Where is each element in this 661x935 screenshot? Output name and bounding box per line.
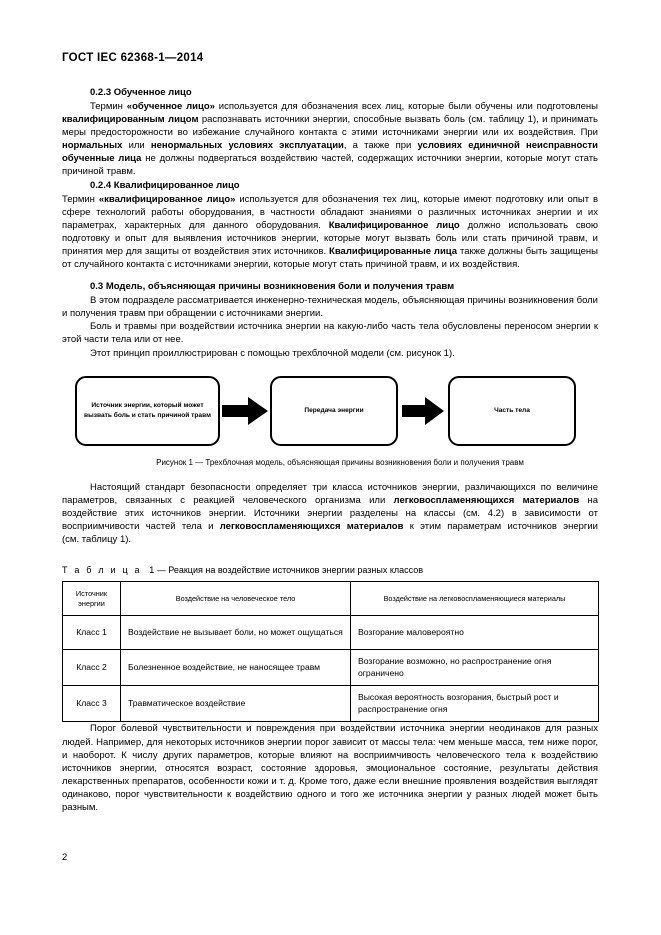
paragraph-pain-threshold: Порог болевой чувствительности и повреждения при воздействии источника энергии неодинаков для разных людей. Например, для некоторых источников энергии порог зависит от массы тела: чем меньше масса, тем ниже порог, и наоборот. К числу других параметров, которые влияют на восприимчивость человеческого тела к воздействию источников энергии, относятся возраст, состояние здоровья, эмоциональное состояние, результаты действия лекарственных препаратов, особенности кожи и т. д. Кроме того, даже если внешние проявления воздействия выглядят одинаково, порог чувствительности к воздействию одного и того же источника энергии у разных людей может быть разным. <box>62 723 598 813</box>
table-header-material-effect: Воздействие на легковоспламеняющиеся материалы <box>351 582 599 616</box>
table-cell-body-effect: Травматическое воздействие <box>121 686 351 722</box>
table-1 <box>62 581 599 722</box>
table-cell-class: Класс 2 <box>63 650 121 686</box>
document-header: ГОСТ IEC 62368-1—2014 <box>62 52 204 64</box>
table-cell-class: Класс 3 <box>63 686 121 722</box>
table-1-body <box>63 616 599 722</box>
table-row <box>63 616 599 650</box>
diagram-box-body-part <box>448 376 576 446</box>
arrow-right-icon-2 <box>398 396 448 426</box>
page-content <box>62 52 598 814</box>
figure-1-caption: Рисунок 1 — Трехблочная модель, объясняющая причины возникновения боли и получения травм <box>156 457 524 467</box>
table-cell-material-effect: Высокая вероятность возгорания, быстрый рост и распространение огня <box>351 686 599 722</box>
table-row <box>63 650 599 686</box>
diagram-box-energy-transfer <box>270 376 398 446</box>
paragraph-0-2-4: Термин «квалифицированное лицо» используется для обозначения тех лиц, которые имеют подготовку или опыт в сфере технологий работы оборудования, в частности обладают знаниями о различных источниках энергии и их параметрах, характерных для данного оборудования. Квалифицированное лицо должно использовать свою подготовку и опыт для выявления источников энергии, которые могут вызвать боль или стать причиной травм, и принятия мер для защиты от воздействия этих источников. Квалифицированные лица также должны быть защищены от случайного контакта с источниками энергии, которые могут стать причиной травм, и их воздействия. <box>62 193 599 271</box>
table-cell-material-effect: Возгорание возможно, но распространение огня ограничено <box>351 650 599 686</box>
table-row <box>63 686 599 722</box>
table-header-source: Источник энергии <box>63 582 121 616</box>
heading-0-3: 0.3 Модель, объясняющая причины возникновения боли и получения травм <box>90 281 455 293</box>
table-header-row <box>63 582 599 616</box>
table-cell-class: Класс 1 <box>63 616 121 650</box>
figure-1 <box>62 374 598 448</box>
paragraph-0-3-1: В этом подразделе рассматривается инженерно-техническая модель, объясняющая причины возникновения боли и получения травм при обращении с источниками энергии. <box>62 295 598 320</box>
heading-0-2-3: 0.2.3 Обученное лицо <box>90 87 192 98</box>
table-1-caption-number: 1 <box>149 565 155 576</box>
table-1-head <box>63 582 599 616</box>
table-cell-body-effect: Воздействие не вызывает боли, но может ощущаться <box>121 616 351 650</box>
table-header-body-effect: Воздействие на человеческое тело <box>121 582 351 616</box>
table-1-caption-label: Т а б л и ц а <box>62 565 142 576</box>
table-cell-body-effect: Болезненное воздействие, не наносящее травм <box>121 650 351 686</box>
diagram-box-energy-transfer-label: Передача энергии <box>304 406 364 414</box>
diagram-box-energy-source-label: Источник энергии, который может вызвать боль и стать причиной травм <box>84 402 211 419</box>
arrow-right-icon-1 <box>220 396 270 426</box>
three-block-model-diagram <box>62 374 598 448</box>
page-number: 2 <box>62 852 68 863</box>
paragraph-energy-classes: Настоящий стандарт безопасности определяет три класса источников энергии, различающихся по величине параметров, связанных с реакцией человеческого организма или легковоспламеняющихся материалов на воздействие этих источников энергии. Источники энергии разделены на классы (см. 4.2) в зависимости от восприимчивости частей тела и легковоспламеняющихся материалов к этим параметрам источников энергии (см. таблицу 1). <box>62 481 599 545</box>
diagram-box-energy-source <box>75 376 220 446</box>
table-1-caption-text: — Реакция на воздействие источников энергии разных классов <box>156 565 424 576</box>
paragraph-0-3-2: Боль и травмы при воздействии источника энергии на какую-либо часть тела обусловлены переносом энергии к этой части тела или от нее. <box>62 321 598 346</box>
diagram-box-body-part-label: Часть тела <box>494 406 530 414</box>
table-cell-material-effect: Возгорание маловероятно <box>351 616 599 650</box>
paragraph-0-3-3: Этот принцип проиллюстрирован с помощью трехблочной модели (см. рисунок 1). <box>90 347 455 359</box>
heading-0-2-4: 0.2.4 Квалифицированное лицо <box>90 179 240 191</box>
table-1-caption <box>62 565 598 575</box>
paragraph-0-2-3: Термин «обученное лицо» используется для обозначения всех лиц, которые были обучены или подготовлены квалифицированным лицом распознавать источники энергии, способные вызвать боль (см. таблицу 1), и принимать меры предосторожности во избежание случайного контакта с этими источниками энергии или их воздействия. При нормальных или ненормальных условиях эксплуатации, а также при условиях единичной неисправности обученные лица не должны подвергаться воздействию частей, содержащих источники энергии, которые могут стать причиной травм. <box>62 101 598 178</box>
